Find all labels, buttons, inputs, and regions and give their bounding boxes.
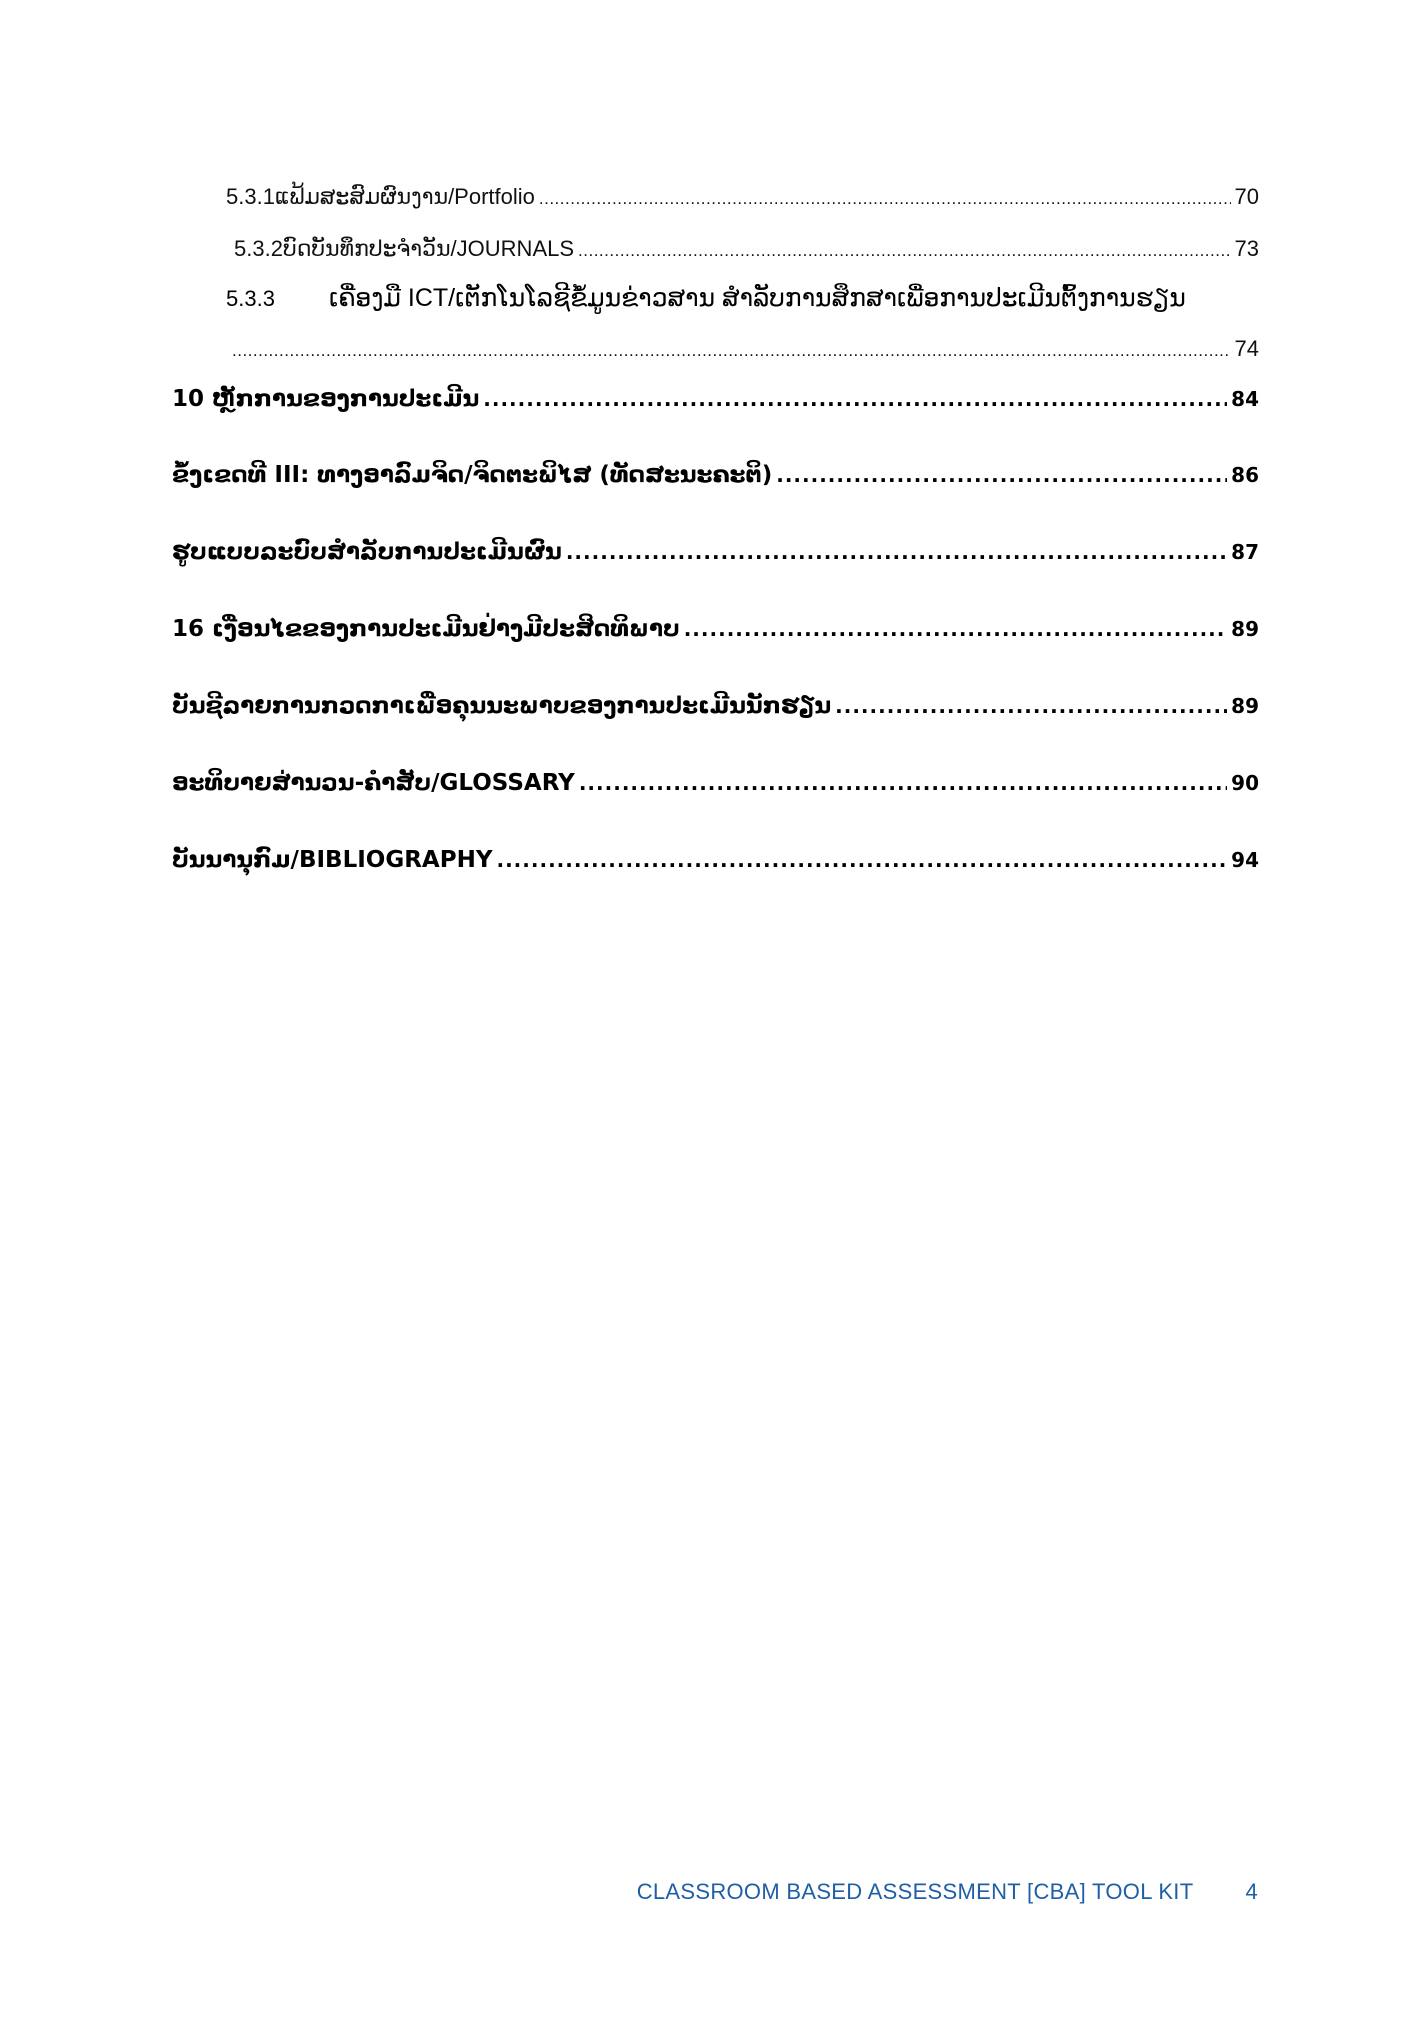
footer-page-number: 4 — [1245, 1879, 1258, 1904]
toc-entry-conditions[interactable] — [172, 616, 1259, 642]
toc-entry-page: 74 — [1234, 336, 1259, 361]
toc-entry-5-3-3-continued[interactable] — [232, 336, 1259, 362]
toc-entry-title: ຮູບແບບລະບົບສຳລັບການປະເມີນຜົນ — [172, 539, 562, 565]
toc-leader-dots — [579, 771, 1227, 795]
toc-entry-glossary[interactable] — [172, 770, 1259, 796]
toc-leader-dots — [232, 341, 1231, 361]
toc-entry-title: 10 ຫຼັກການຂອງການປະເມີນ — [172, 386, 480, 412]
toc-leader-dots — [578, 241, 1230, 261]
toc-entry-title: ອະທິບາຍສ່ານວນ-ຄຳສັບ/GLOSSARY — [172, 770, 575, 796]
footer-title: CLASSROOM BASED ASSESSMENT [CBA] TOOL KIT — [636, 1879, 1194, 1904]
toc-entry-page: 89 — [1231, 694, 1259, 718]
toc-entry-number: 5.3.1 — [226, 184, 275, 209]
toc-entry-system-models[interactable] — [172, 539, 1259, 565]
toc-entry-title: ແຟ້ມສະສົມຜົນງານ/Portfolio — [274, 184, 535, 209]
toc-entry-title: 16 ເງື່ອນໄຂຂອງການປະເມີນຢ່າງມີປະສິດທິພາບ — [172, 616, 680, 642]
toc-entry-checklist[interactable] — [172, 693, 1259, 719]
toc-leader-dots — [835, 694, 1227, 718]
toc-entry-bibliography[interactable] — [172, 847, 1259, 873]
toc-leader-dots — [539, 189, 1231, 209]
toc-entry-5-3-1[interactable] — [226, 184, 1259, 210]
toc-entry-page: 87 — [1231, 540, 1259, 564]
toc-entry-title: ບັນນານຸກົມ/BIBLIOGRAPHY — [172, 847, 493, 873]
toc-entry-principles[interactable] — [172, 386, 1259, 412]
toc-leader-dots — [483, 387, 1227, 411]
toc-entry-5-3-3[interactable] — [226, 283, 1186, 313]
toc-entry-page: 84 — [1231, 387, 1259, 411]
toc-entry-domain-iii[interactable] — [172, 462, 1259, 488]
toc-leader-dots — [776, 463, 1227, 487]
toc-entry-page: 86 — [1231, 463, 1259, 487]
toc-entry-page: 90 — [1231, 771, 1259, 795]
toc-entry-number: 5.3.2 — [234, 236, 283, 261]
toc-entry-page: 73 — [1234, 236, 1259, 261]
toc-entry-page: 70 — [1234, 184, 1259, 209]
toc-leader-dots — [566, 540, 1227, 564]
toc-entry-number: 5.3.3 — [226, 286, 275, 311]
toc-entry-title: ເຄື່ອງມື ICT/ເຕັກໂນໂລຊີຂໍ້ມູນຂ່າວສານ ສຳລັບການສຶກສາເພື່ອການປະເມີນຕົ້ງການຮຽນ — [328, 284, 1186, 312]
toc-entry-title: ບົດບັນທຶກປະຈຳວັນ/JOURNALS — [282, 236, 575, 261]
toc-leader-dots — [684, 617, 1227, 641]
toc-entry-page: 94 — [1231, 848, 1259, 872]
toc-entry-page: 89 — [1231, 617, 1259, 641]
page-footer — [637, 1879, 1258, 1905]
toc-entry-title: ຂໍ້ງເຂດທີ III: ທາງອາລົມຈິດ/ຈິດຕະພິໄສ (ທັດສະນະຄະຕິ) — [172, 462, 773, 488]
toc-entry-5-3-2[interactable] — [234, 236, 1259, 262]
toc-leader-dots — [496, 848, 1227, 872]
toc-entry-title: ບັນຊີລາຍການກວດກາເພື່ອຄຸນນະພາບຂອງການປະເມີນນັກຮຽນ — [172, 693, 832, 719]
